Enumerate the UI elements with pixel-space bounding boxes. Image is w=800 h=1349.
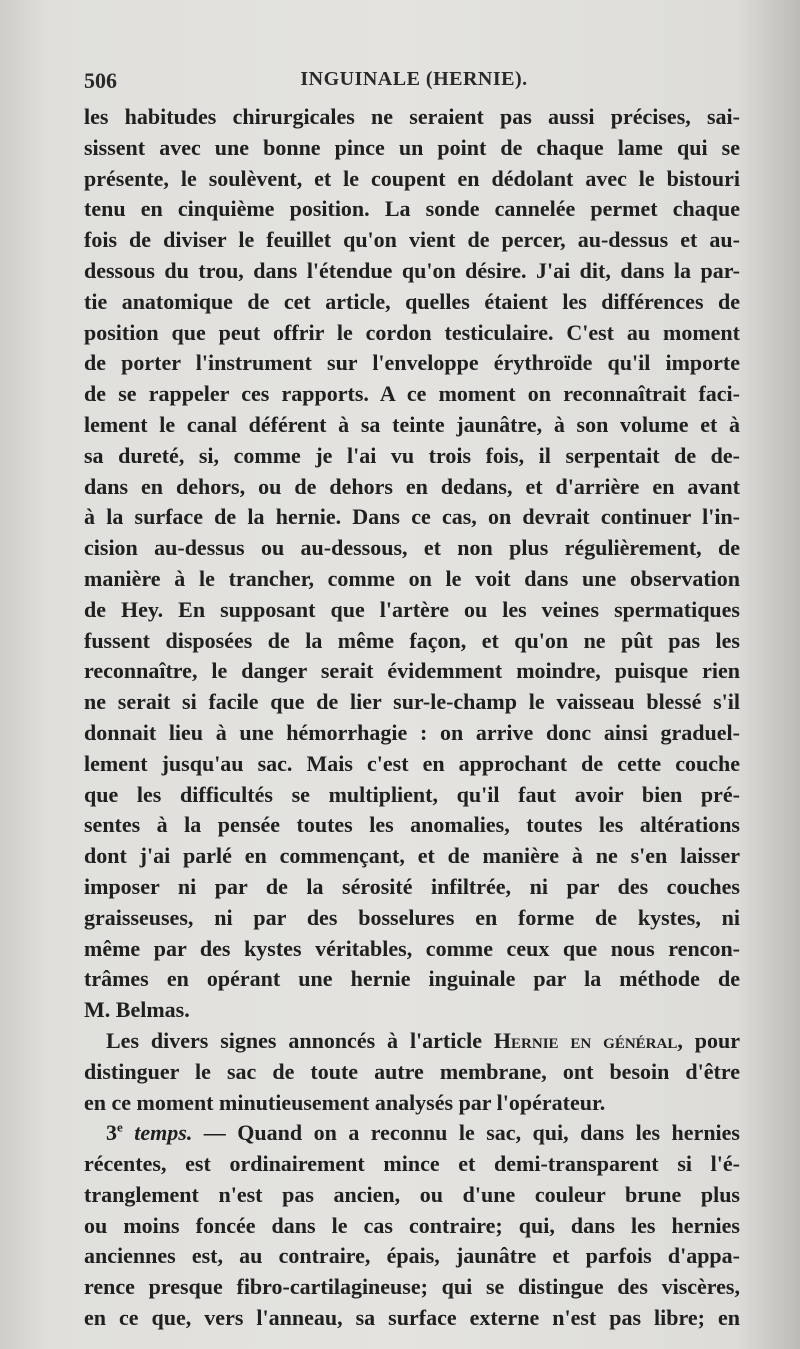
text-line: sissent avec une bonne pince un point de chaque lame qui se <box>84 134 740 160</box>
text-line: fussent disposées de la même façon, et qu'on ne pût pas les <box>84 627 740 653</box>
body-text <box>84 102 740 1334</box>
text-line: fois de diviser le feuillet qu'on vient de percer, au-dessus et au- <box>84 227 740 253</box>
page-number: 506 <box>84 68 117 93</box>
cross-reference: Hernie en général <box>493 1027 678 1053</box>
text-line: ne serait si facile que de lier sur-le-champ le vaisseau blessé s'il <box>84 689 740 715</box>
superscript: e <box>117 1119 123 1135</box>
paragraph-2-line: distinguer le sac de toute autre membrane, ont besoin d'être <box>84 1058 740 1084</box>
text-span: Les divers signes annoncés à l'article <box>106 1027 494 1053</box>
text-line: graisseuses, ni par des bosselures en forme de kystes, ni <box>84 904 740 930</box>
text-line: présente, le soulèvent, et le coupent en dédolant avec le bistouri <box>84 165 740 191</box>
paragraph-3 <box>84 1149 740 1334</box>
text-line: dont j'ai parlé en commençant, et de manière à ne s'en laisser <box>84 843 740 869</box>
text-span: — Quand on a reconnu le sac, qui, dans les hernies <box>192 1120 740 1146</box>
text-line: récentes, est ordinairement mince et demi-transparent si l'é- <box>84 1151 740 1177</box>
text-line: imposer ni par de la sérosité infiltrée, ni par des couches <box>84 873 740 899</box>
text-line: de Hey. En supposant que l'artère ou les veines spermatiques <box>84 596 740 622</box>
text-line: même par des kystes véritables, comme ceux que nous rencon- <box>84 935 740 961</box>
text-line: les habitudes chirurgicales ne seraient pas aussi précises, sai- <box>84 104 740 129</box>
step-label: temps. <box>122 1120 193 1146</box>
paragraph-3-first-line <box>84 1118 740 1149</box>
text-line: lement jusqu'au sac. Mais c'est en approchant de cette couche <box>84 750 740 776</box>
text-line: rence presque fibro-cartilagineuse; qui se distingue des viscères, <box>84 1274 740 1300</box>
text-line: sa dureté, si, comme je l'ai vu trois fois, il serpentait de de- <box>84 442 740 468</box>
paragraph-2-first-line <box>84 1026 740 1057</box>
paragraph-1 <box>84 102 740 1026</box>
text-line: ou moins foncée dans le cas contraire; qui, dans les hernies <box>84 1212 740 1238</box>
text-line: donnait lieu à une hémorrhagie : on arrive donc ainsi graduel- <box>84 719 740 745</box>
paragraph-2-line: en ce moment minutieusement analysés par l'opérateur. <box>84 1089 606 1115</box>
text-line: de porter l'instrument sur l'enveloppe érythroïde qu'il importe <box>84 350 740 376</box>
text-line: à la surface de la hernie. Dans ce cas, on devrait continuer l'in- <box>84 504 740 530</box>
page-header <box>84 68 744 98</box>
step-number: 3 <box>106 1120 117 1146</box>
text-span: , pour <box>677 1027 740 1053</box>
text-line: tenu en cinquième position. La sonde cannelée permet chaque <box>84 196 740 222</box>
text-line: M. Belmas. <box>84 997 190 1023</box>
text-line: que les difficultés se multiplient, qu'il faut avoir bien pré- <box>84 781 740 807</box>
running-title: INGUINALE (HERNIE). <box>300 68 528 90</box>
text-line: dans en dehors, ou de dehors en dedans, et d'arrière en avant <box>84 473 740 499</box>
text-line: manière à le trancher, comme on le voit dans une observation <box>84 565 740 591</box>
text-line: trâmes en opérant une hernie inguinale par la méthode de <box>84 966 740 992</box>
text-line: reconnaître, le danger serait évidemment moindre, puisque rien <box>84 658 740 684</box>
text-line: anciennes est, au contraire, épais, jaunâtre et parfois d'appa- <box>84 1243 740 1269</box>
text-line: tie anatomique de cet article, quelles étaient les différences de <box>84 288 740 314</box>
text-line: position que peut offrir le cordon testiculaire. C'est au moment <box>84 319 740 345</box>
text-line: dessous du trou, dans l'étendue qu'on désire. J'ai dit, dans la par- <box>84 257 740 283</box>
text-line: en ce que, vers l'anneau, sa surface externe n'est pas libre; en <box>84 1305 740 1331</box>
text-line: cision au-dessus ou au-dessous, et non plus régulièrement, de <box>84 535 740 561</box>
text-line: de se rappeler ces rapports. A ce moment on reconnaîtrait faci- <box>84 381 740 407</box>
text-line: sentes à la pensée toutes les anomalies, toutes les altérations <box>84 812 740 838</box>
text-line: lement le canal déférent à sa teinte jaunâtre, à son volume et à <box>84 411 740 437</box>
text-line: tranglement n'est pas ancien, ou d'une couleur brune plus <box>84 1181 740 1207</box>
